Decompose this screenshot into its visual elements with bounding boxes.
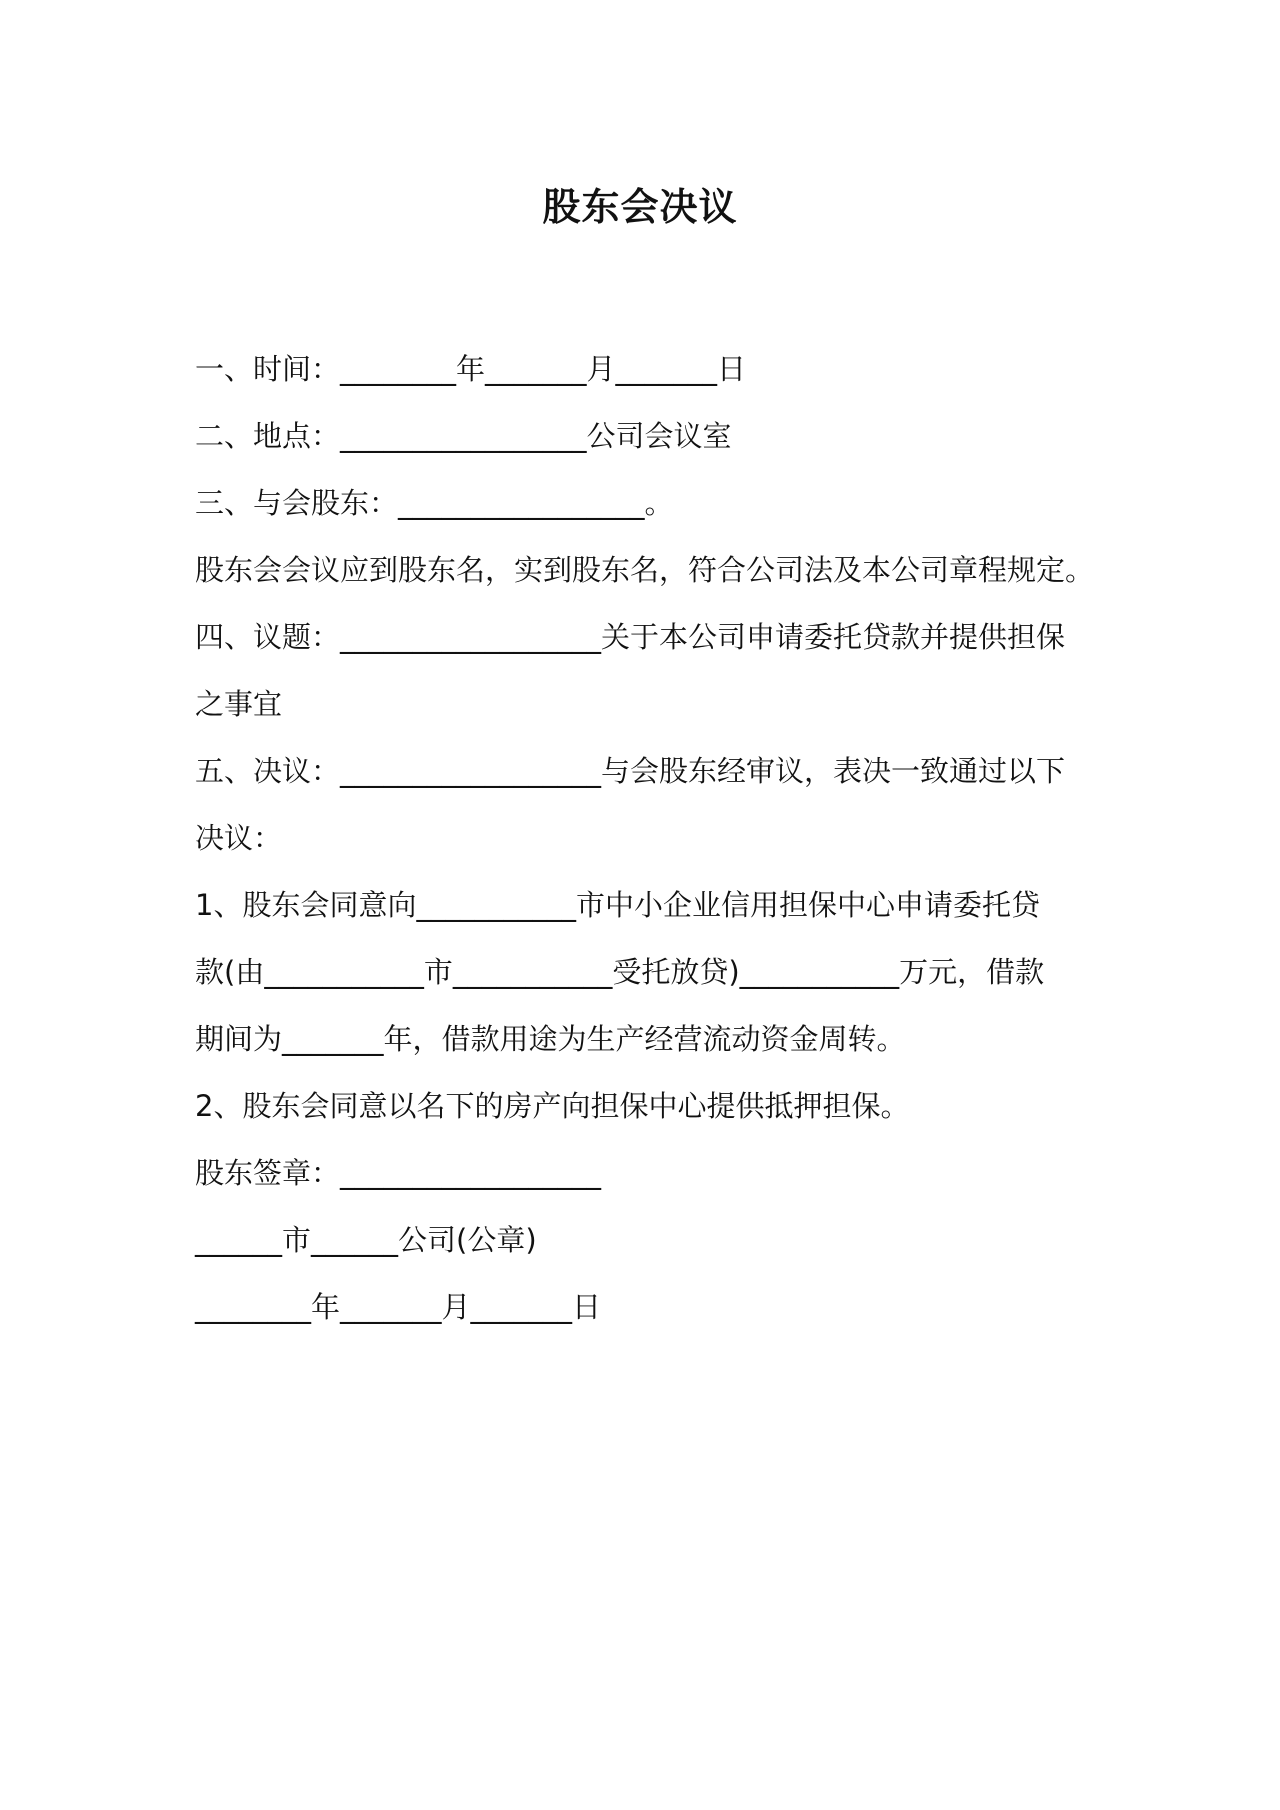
attending-shareholders-line: 三、与会股东：_________________。 [195,486,674,520]
time-line: 一、时间：________年_______月_______日 [195,352,747,386]
agenda-continuation-line: 之事宜 [195,687,283,721]
signing-date-line: ________年_______月_______日 [195,1290,602,1324]
resolution-item-2-line: 2、股东会同意以名下的房产向担保中心提供抵押担保。 [195,1089,910,1123]
resolution-item-1-line-2: 款(由___________市___________受托放贷)___________万元，借款 [195,955,1045,989]
resolution-item-1-line-3: 期间为_______年，借款用途为生产经营流动资金周转。 [195,1022,906,1056]
document-body [195,336,1095,1341]
resolution-item-1-line-1: 1、股东会同意向___________市中小企业信用担保中心申请委托贷 [195,888,1040,922]
location-line: 二、地点：_________________公司会议室 [195,419,732,453]
company-seal-line: ______市______公司(公章) [195,1223,537,1257]
resolution-line: 五、决议：__________________与会股东经审议，表决一致通过以下 [195,754,1066,788]
resolution-continuation-line: 决议： [195,821,283,855]
document-title: 股东会决议 [542,185,738,229]
shareholder-signature-line: 股东签章：__________________ [195,1156,602,1190]
agenda-line: 四、议题：__________________关于本公司申请委托贷款并提供担保 [195,620,1066,654]
quorum-statement-line: 股东会会议应到股东名，实到股东名，符合公司法及本公司章程规定。 [195,553,1095,587]
